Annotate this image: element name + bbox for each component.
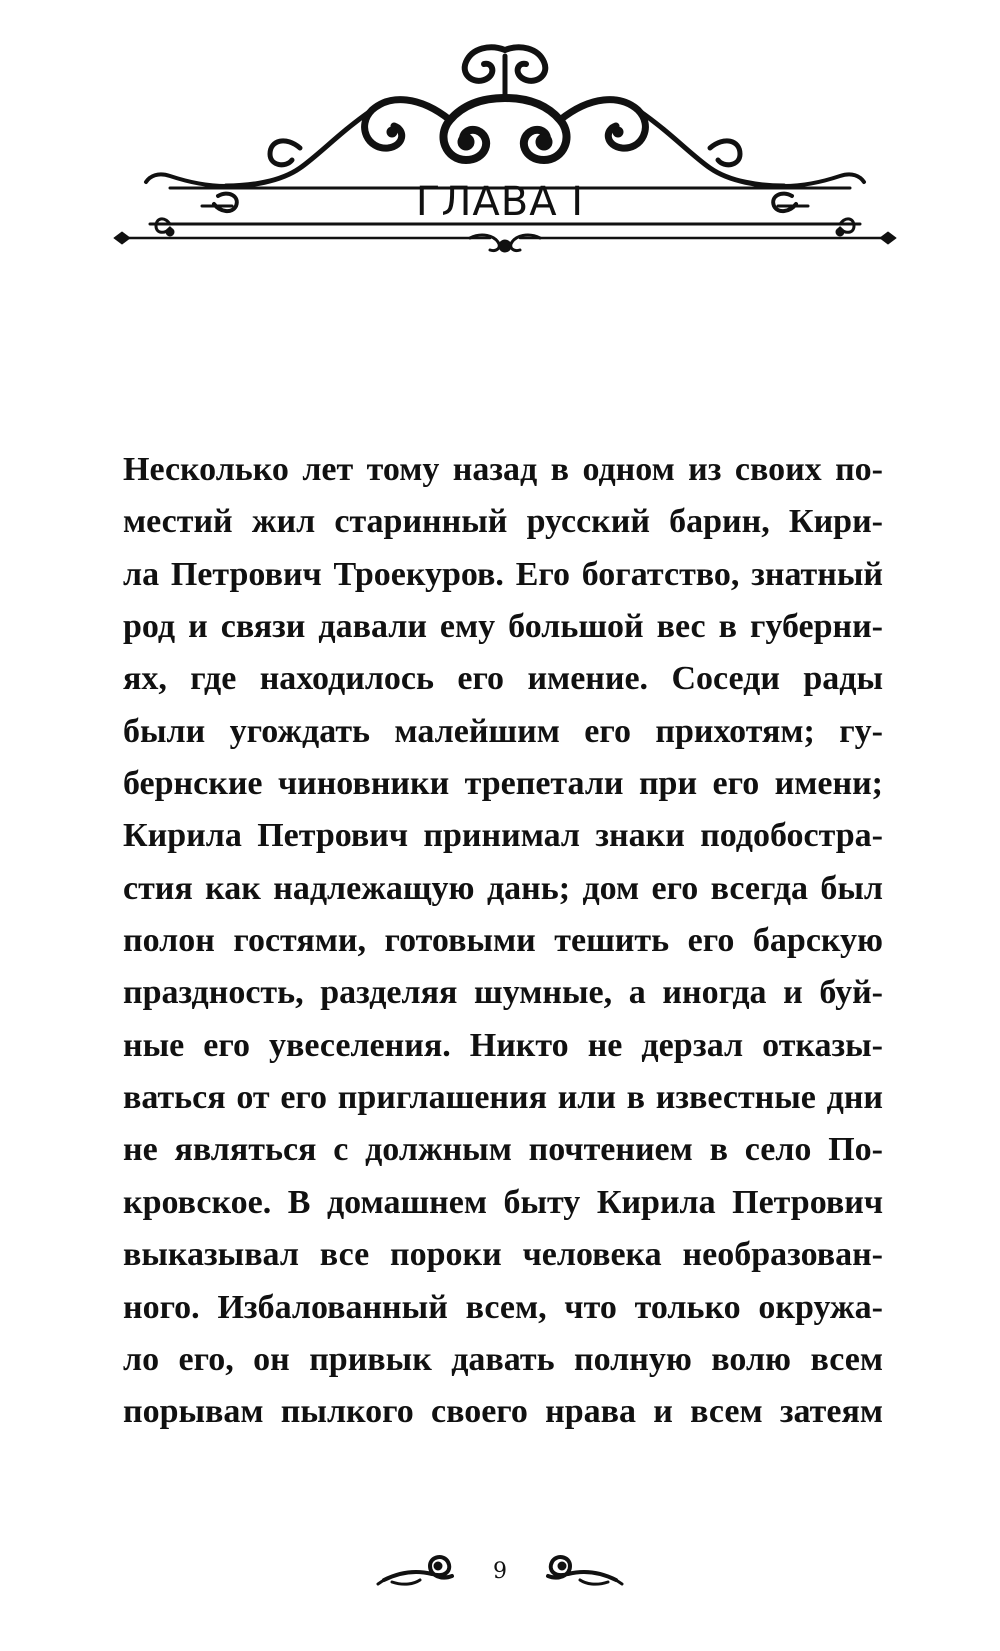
text-line: ло его, он привык давать полную волю всем <box>123 1340 883 1378</box>
text-line: местий жил старинный русский барин, Кири- <box>123 503 883 541</box>
text-line: праздность, разделяя шумные, а иногда и буй- <box>123 974 883 1012</box>
text-line: полон гостями, готовыми тешить его барскую <box>123 922 883 960</box>
text-line: порывам пылкого своего нрава и всем затеям <box>123 1393 883 1431</box>
text-line: ного. Избалованный всем, что только окружа- <box>123 1288 883 1326</box>
text-line: Несколько лет тому назад в одном из своих по- <box>123 451 883 488</box>
scroll-ornament-icon <box>110 36 900 276</box>
body-text <box>123 444 883 1439</box>
text-line: род и связи давали ему большой вес в губерни- <box>123 608 883 646</box>
chapter-title: ГЛАВА I <box>415 179 585 225</box>
page-number: 9 <box>493 1559 507 1584</box>
text-line: были угождать малейшим его прихотям; гу- <box>123 712 883 750</box>
page-footer <box>0 1550 1000 1600</box>
text-line: кровское. В домашнем быту Кирила Петрович <box>123 1183 883 1221</box>
text-line: ные его увеселения. Никто не дерзал отказы- <box>123 1026 883 1064</box>
text-line: выказывал все пороки человека необразован- <box>123 1236 883 1274</box>
text-line: Кирила Петрович принимал знаки подобостра- <box>123 817 883 855</box>
text-line: ях, где находилось его имение. Соседи рады <box>123 660 883 698</box>
text-line: стия как надлежащую дань; дом его всегда был <box>123 869 883 907</box>
text-line: не являться с должным почтением в село По- <box>123 1131 883 1169</box>
text-line: ла Петрович Троекуров. Его богатство, знатный <box>123 555 883 593</box>
text-line: бернские чиновники трепетали при его имени; <box>123 765 883 803</box>
text-line: ваться от его приглашения или в известные дни <box>123 1079 883 1117</box>
